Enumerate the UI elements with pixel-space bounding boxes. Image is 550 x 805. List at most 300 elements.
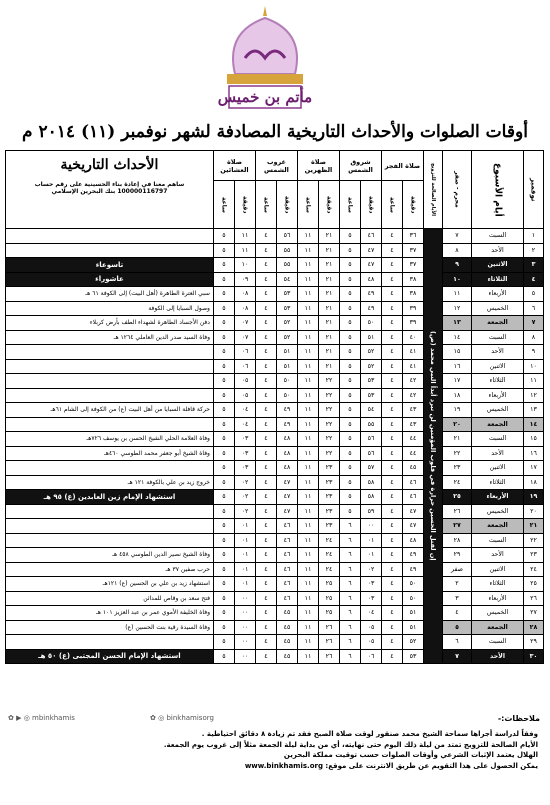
time-cell: ٢٥: [318, 591, 339, 606]
time-cell: ١١: [297, 490, 318, 505]
weekday: الأربعاء: [472, 591, 524, 606]
time-cell: ٠١: [361, 533, 382, 548]
time-cell: ٥٦: [361, 446, 382, 461]
time-cell: ٠٨: [234, 287, 255, 302]
time-cell: ٥٢: [361, 345, 382, 360]
events-sub1: ساهم معنا في إعادة بناء الحسينية على رقم حساب: [34, 181, 185, 188]
time-cell: ٠١: [361, 548, 382, 563]
time-cell: ٤٦: [276, 562, 297, 577]
time-cell: ٥٢: [361, 359, 382, 374]
day-number: ٢٩: [524, 635, 544, 650]
hijri-day: ١٩: [443, 403, 472, 418]
header-suitable: الأيام الصالحة للتزويج: [424, 151, 443, 229]
time-cell: ١١: [297, 316, 318, 331]
day-number: ٣٠: [524, 649, 544, 664]
time-cell: ٤: [382, 330, 403, 345]
table-row: [5, 591, 543, 606]
time-cell: ٥: [213, 287, 234, 302]
vertical-note: إن لقتل الحسين حرارة في قلوب المؤمنين لن تبرد أبداً النبي محمد (ص): [424, 229, 443, 664]
time-cell: ٠١: [234, 548, 255, 563]
time-cell: ٥١: [276, 359, 297, 374]
time-cell: ٥: [339, 446, 360, 461]
day-number: ٢٧: [524, 606, 544, 621]
time-cell: ٥: [213, 562, 234, 577]
time-cell: ٥٦: [276, 229, 297, 244]
event-cell: [5, 229, 213, 244]
events-sub2: 100000116797 بنك البحرين الإسلامي: [51, 188, 168, 195]
note-1: وفقاً لدراسة أجراها سماحة الشيخ محمد صنقور لوقت صلاة الصبح فقد تم زيادة ٨ دقائق احتياطية .: [201, 730, 538, 738]
day-number: ٢٢: [524, 533, 544, 548]
time-cell: ٦: [339, 562, 360, 577]
day-number: ١٣: [524, 403, 544, 418]
time-cell: ٤٧: [361, 258, 382, 273]
time-cell: ١١: [234, 229, 255, 244]
time-cell: ٤٦: [276, 577, 297, 592]
time-cell: ٤٥: [276, 649, 297, 664]
time-cell: ٥١: [403, 620, 424, 635]
time-cell: ٢٢: [318, 417, 339, 432]
header-fajr: صلاة الفجر: [382, 151, 424, 181]
time-cell: ٢٦: [318, 620, 339, 635]
time-cell: ٢٤: [318, 562, 339, 577]
event-cell: [5, 635, 213, 650]
weekday: الجمعة: [472, 417, 524, 432]
table-row: [5, 548, 543, 563]
time-cell: ١١: [297, 446, 318, 461]
event-cell: فتح سعد بن وقاص للمدائن: [5, 591, 213, 606]
time-cell: ٤١: [403, 345, 424, 360]
hijri-day: ٧: [443, 229, 472, 244]
time-cell: ٠٠: [234, 606, 255, 621]
time-cell: ٥: [213, 272, 234, 287]
table-row: [5, 359, 543, 374]
time-cell: ٣٩: [403, 301, 424, 316]
time-cell: ٢٤: [318, 533, 339, 548]
header-hour: ساعة: [339, 181, 360, 229]
time-cell: ٥٨: [361, 490, 382, 505]
note-4: يمكن الحصول على هذا التقويم عن طريق الانترنت على موقع: www.binkhamis.org: [244, 761, 538, 770]
header-hour: ساعة: [255, 181, 276, 229]
time-cell: ١١: [297, 562, 318, 577]
time-cell: ٥: [213, 374, 234, 389]
time-cell: ٥: [213, 577, 234, 592]
hijri-day: ١٠: [443, 272, 472, 287]
time-cell: ١١: [297, 620, 318, 635]
day-number: ٢٨: [524, 620, 544, 635]
time-cell: ٠٥: [234, 374, 255, 389]
time-cell: ٤: [255, 562, 276, 577]
time-cell: ١١: [297, 548, 318, 563]
time-cell: ٤: [255, 504, 276, 519]
time-cell: ٤٧: [361, 243, 382, 258]
time-cell: ٥٢: [276, 330, 297, 345]
time-cell: ٤: [255, 403, 276, 418]
time-cell: ٥٥: [276, 243, 297, 258]
hijri-day: ٢٧: [443, 519, 472, 534]
weekday: الاثنين: [472, 359, 524, 374]
table-row: [5, 258, 543, 273]
event-cell: تاسوعاء: [5, 258, 213, 273]
time-cell: ٢٣: [318, 519, 339, 534]
time-cell: ٤٩: [361, 301, 382, 316]
hijri-day: ٢٩: [443, 548, 472, 563]
table-row: [5, 533, 543, 548]
hijri-day: ١٨: [443, 388, 472, 403]
weekday: الاثنين: [472, 562, 524, 577]
social-right-handle: binkhamisorg: [166, 714, 214, 722]
table-row: [5, 649, 543, 664]
events-title: الأحداث التاريخية: [60, 157, 159, 173]
table-row: [5, 490, 543, 505]
header-hijri: محرم - صفر: [443, 151, 472, 229]
time-cell: ٤: [382, 432, 403, 447]
time-cell: ٤: [255, 446, 276, 461]
header-dhuhr: صلاة الظهرين: [297, 151, 339, 181]
time-cell: ٤: [382, 301, 403, 316]
hijri-day: ٨: [443, 243, 472, 258]
time-cell: ٥: [213, 504, 234, 519]
day-number: ٢٣: [524, 548, 544, 563]
time-cell: ٤٠: [403, 330, 424, 345]
time-cell: ٠٣: [361, 591, 382, 606]
time-cell: ٥: [339, 229, 360, 244]
time-cell: ٠٥: [361, 635, 382, 650]
time-cell: ١١: [297, 272, 318, 287]
time-cell: ٥: [213, 243, 234, 258]
time-cell: ٤٨: [276, 432, 297, 447]
time-cell: ٦: [339, 548, 360, 563]
weekday: الأربعاء: [472, 287, 524, 302]
weekday: السبت: [472, 229, 524, 244]
time-cell: ١١: [297, 606, 318, 621]
hijri-day: صفر: [443, 562, 472, 577]
event-cell: حركة قافلة السبايا من أهل البيت (ع) من الكوفة إلى الشام ٦١هـ: [5, 403, 213, 418]
time-cell: ٤: [255, 548, 276, 563]
time-cell: ٢١: [318, 345, 339, 360]
event-cell: استشهاد الإمام زين العابدين (ع) ٩٥ هـ: [5, 490, 213, 505]
time-cell: ٢٢: [318, 432, 339, 447]
day-number: ٥: [524, 287, 544, 302]
time-cell: ١١: [297, 519, 318, 534]
day-number: ٢٠: [524, 504, 544, 519]
weekday: الأحد: [472, 243, 524, 258]
event-cell: وفاة الشيخ نصير الدين الطوسي ٤٥٨ هـ: [5, 548, 213, 563]
time-cell: ٤٥: [276, 606, 297, 621]
day-number: ٦: [524, 301, 544, 316]
time-cell: ٥٦: [361, 432, 382, 447]
time-cell: ٠٣: [234, 446, 255, 461]
day-number: ٢: [524, 243, 544, 258]
time-cell: ٤: [255, 258, 276, 273]
time-cell: ٥: [213, 635, 234, 650]
day-number: ١١: [524, 374, 544, 389]
time-cell: ٦: [339, 635, 360, 650]
time-cell: ٥٥: [361, 417, 382, 432]
time-cell: ٢١: [318, 243, 339, 258]
time-cell: ٥: [339, 461, 360, 476]
time-cell: ٤: [382, 591, 403, 606]
time-cell: ٢١: [318, 258, 339, 273]
weekday: الثلاثاء: [472, 577, 524, 592]
day-number: ١٥: [524, 432, 544, 447]
header-maghrib: غروب الشمس: [255, 151, 297, 181]
time-cell: ١١: [297, 301, 318, 316]
weekday: الاثنين: [472, 461, 524, 476]
time-cell: ٥: [339, 359, 360, 374]
table-row: [5, 403, 543, 418]
schedule-body: [5, 229, 543, 664]
time-cell: ٠٥: [234, 388, 255, 403]
day-number: ١٠: [524, 359, 544, 374]
time-cell: ٠٤: [234, 417, 255, 432]
time-cell: ٥: [213, 533, 234, 548]
time-cell: ٢٢: [318, 403, 339, 418]
header-isha: صلاة العشائين: [213, 151, 255, 181]
time-cell: ٠٠: [361, 519, 382, 534]
time-cell: ٥: [213, 258, 234, 273]
time-cell: ٤: [382, 258, 403, 273]
hijri-day: ٧: [443, 649, 472, 664]
weekday: الخميس: [472, 606, 524, 621]
time-cell: ٤: [382, 649, 403, 664]
weekday: الخميس: [472, 403, 524, 418]
time-cell: ٤: [382, 229, 403, 244]
time-cell: ٥: [339, 330, 360, 345]
time-cell: ٤: [255, 229, 276, 244]
event-cell: وفاة الشيخ أبو جعفر محمد الطوسي ٤٦٠هـ: [5, 446, 213, 461]
time-cell: ٠٢: [234, 490, 255, 505]
time-cell: ٥: [213, 519, 234, 534]
time-cell: ٤٦: [276, 591, 297, 606]
time-cell: ٠٣: [234, 432, 255, 447]
time-cell: ٤: [382, 606, 403, 621]
time-cell: ٥٧: [361, 461, 382, 476]
time-cell: ٥١: [403, 606, 424, 621]
time-cell: ٤٦: [276, 519, 297, 534]
time-cell: ٠٦: [234, 345, 255, 360]
time-cell: ٤: [382, 316, 403, 331]
table-row: [5, 316, 543, 331]
table-row: [5, 577, 543, 592]
time-cell: ١١: [234, 243, 255, 258]
time-cell: ١١: [297, 475, 318, 490]
time-cell: ٤: [382, 417, 403, 432]
time-cell: ٢١: [318, 359, 339, 374]
time-cell: ١١: [297, 359, 318, 374]
table-row: [5, 229, 543, 244]
page-title: أوقات الصلوات والأحداث التاريخية المصادفة لشهر نوفمبر (١١) ٢٠١٤ م: [22, 122, 528, 142]
time-cell: ٥٣: [403, 649, 424, 664]
table-row: [5, 345, 543, 360]
time-cell: ٤٨: [403, 533, 424, 548]
time-cell: ٣٧: [403, 258, 424, 273]
time-cell: ٠٧: [234, 316, 255, 331]
time-cell: ٦: [339, 591, 360, 606]
time-cell: ٤: [255, 272, 276, 287]
day-number: ٨: [524, 330, 544, 345]
time-cell: ٦: [339, 519, 360, 534]
table-row: [5, 519, 543, 534]
time-cell: ٥٠: [403, 577, 424, 592]
hijri-day: ٢٣: [443, 461, 472, 476]
time-cell: ٢٥: [318, 606, 339, 621]
time-cell: ٥١: [276, 345, 297, 360]
hijri-day: ١٤: [443, 330, 472, 345]
table-row: [5, 446, 543, 461]
time-cell: ٥٣: [276, 301, 297, 316]
social-icons: ✿ ▶ ◎: [8, 714, 30, 722]
table-row: [5, 475, 543, 490]
time-cell: ٥: [339, 504, 360, 519]
time-cell: ٥: [213, 417, 234, 432]
time-cell: ٤: [382, 345, 403, 360]
time-cell: ١١: [297, 649, 318, 664]
event-cell: [5, 461, 213, 476]
weekday: الثلاثاء: [472, 475, 524, 490]
time-cell: ١١: [297, 591, 318, 606]
hijri-day: ٢: [443, 577, 472, 592]
time-cell: ٤٥: [276, 620, 297, 635]
header-minute: دقيقة: [234, 181, 255, 229]
time-cell: ٢١: [318, 229, 339, 244]
time-cell: ٥: [213, 388, 234, 403]
note-2: الأيام الصالحة للتزويج تمتد من ليلة ذلك اليوم حتى نهايته، أي من بداية ليلة الجمعة مثلاً إلى غروب يوم الجمعة.: [163, 740, 538, 749]
time-cell: ٠١: [234, 577, 255, 592]
time-cell: ٤: [255, 490, 276, 505]
time-cell: ٤٧: [276, 475, 297, 490]
time-cell: ٥٨: [361, 475, 382, 490]
time-cell: ٠٠: [234, 591, 255, 606]
time-cell: ٠٠: [234, 635, 255, 650]
time-cell: ٢٣: [318, 490, 339, 505]
time-cell: ٤٥: [276, 635, 297, 650]
hijri-day: ٢٤: [443, 475, 472, 490]
time-cell: ٤: [255, 606, 276, 621]
day-number: ١٩: [524, 490, 544, 505]
time-cell: ٤٧: [403, 504, 424, 519]
time-cell: ٦: [339, 606, 360, 621]
time-cell: ٢٤: [318, 548, 339, 563]
weekday: الأحد: [472, 345, 524, 360]
time-cell: ٤: [382, 635, 403, 650]
day-number: ٢٤: [524, 562, 544, 577]
time-cell: ٥٤: [361, 403, 382, 418]
time-cell: ٥: [213, 345, 234, 360]
time-cell: ٣٧: [403, 243, 424, 258]
hijri-day: ٣: [443, 591, 472, 606]
time-cell: ٢١: [318, 330, 339, 345]
day-number: ١٨: [524, 475, 544, 490]
event-cell: وفاة السيدة رقية بنت الحسين (ع): [5, 620, 213, 635]
time-cell: ٥: [339, 287, 360, 302]
time-cell: ٥: [213, 649, 234, 664]
time-cell: ٣٩: [403, 316, 424, 331]
time-cell: ٢٣: [318, 475, 339, 490]
table-row: [5, 562, 543, 577]
time-cell: ٥: [213, 591, 234, 606]
time-cell: ٤: [255, 461, 276, 476]
event-cell: [5, 374, 213, 389]
time-cell: ٠٦: [361, 649, 382, 664]
time-cell: ١١: [297, 229, 318, 244]
weekday: الخميس: [472, 301, 524, 316]
time-cell: ٦: [339, 577, 360, 592]
time-cell: ٤٤: [403, 446, 424, 461]
social-left-handle: mbinkhamis: [32, 714, 75, 722]
time-cell: ٤: [382, 548, 403, 563]
table-row: [5, 330, 543, 345]
time-cell: ٤: [382, 446, 403, 461]
time-cell: ١١: [297, 388, 318, 403]
time-cell: ٤٧: [403, 519, 424, 534]
weekday: الأحد: [472, 446, 524, 461]
time-cell: ٣٨: [403, 272, 424, 287]
time-cell: ٤: [255, 345, 276, 360]
time-cell: ٠٢: [234, 504, 255, 519]
time-cell: ٥: [339, 272, 360, 287]
event-cell: [5, 519, 213, 534]
time-cell: ٤٦: [276, 533, 297, 548]
time-cell: ٠٠: [234, 649, 255, 664]
day-number: ٢٦: [524, 591, 544, 606]
time-cell: ٥٢: [403, 635, 424, 650]
time-cell: ٤: [255, 519, 276, 534]
time-cell: ٠١: [234, 562, 255, 577]
day-number: ٢٥: [524, 577, 544, 592]
time-cell: ٤: [382, 374, 403, 389]
schedule-table: [5, 150, 544, 664]
hijri-day: ١٥: [443, 345, 472, 360]
hijri-day: ١٦: [443, 359, 472, 374]
time-cell: ٤٧: [276, 504, 297, 519]
time-cell: ٦: [339, 533, 360, 548]
social-left: [8, 714, 75, 722]
time-cell: ٠٤: [234, 403, 255, 418]
event-cell: سبي العترة الطاهرة (أهل البيت) إلى الكوفة ٦١ هـ: [5, 287, 213, 302]
time-cell: ١١: [297, 374, 318, 389]
table-row: [5, 272, 543, 287]
time-cell: ٥: [339, 388, 360, 403]
time-cell: ٥: [213, 359, 234, 374]
event-cell: [5, 359, 213, 374]
time-cell: ٢٦: [318, 649, 339, 664]
time-cell: ٤: [382, 562, 403, 577]
time-cell: ١١: [297, 577, 318, 592]
event-cell: عاشوراء: [5, 272, 213, 287]
event-cell: [5, 417, 213, 432]
time-cell: ٥٠: [361, 316, 382, 331]
time-cell: ١٠: [234, 258, 255, 273]
hijri-day: ١٣: [443, 316, 472, 331]
hijri-day: ٢٨: [443, 533, 472, 548]
time-cell: ٤: [382, 519, 403, 534]
weekday: الخميس: [472, 504, 524, 519]
header-hour: ساعة: [297, 181, 318, 229]
time-cell: ٤٥: [403, 461, 424, 476]
time-cell: ١١: [297, 432, 318, 447]
time-cell: ٤: [382, 475, 403, 490]
time-cell: ٠٣: [234, 461, 255, 476]
time-cell: ١١: [297, 635, 318, 650]
time-cell: ٤: [255, 287, 276, 302]
weekday: الثلاثاء: [472, 272, 524, 287]
social-icons-2: ✿ ◎: [150, 714, 165, 722]
time-cell: ٥١: [361, 330, 382, 345]
time-cell: ٤: [255, 649, 276, 664]
time-cell: ٤: [382, 243, 403, 258]
time-cell: ٤١: [403, 359, 424, 374]
table-row: [5, 301, 543, 316]
